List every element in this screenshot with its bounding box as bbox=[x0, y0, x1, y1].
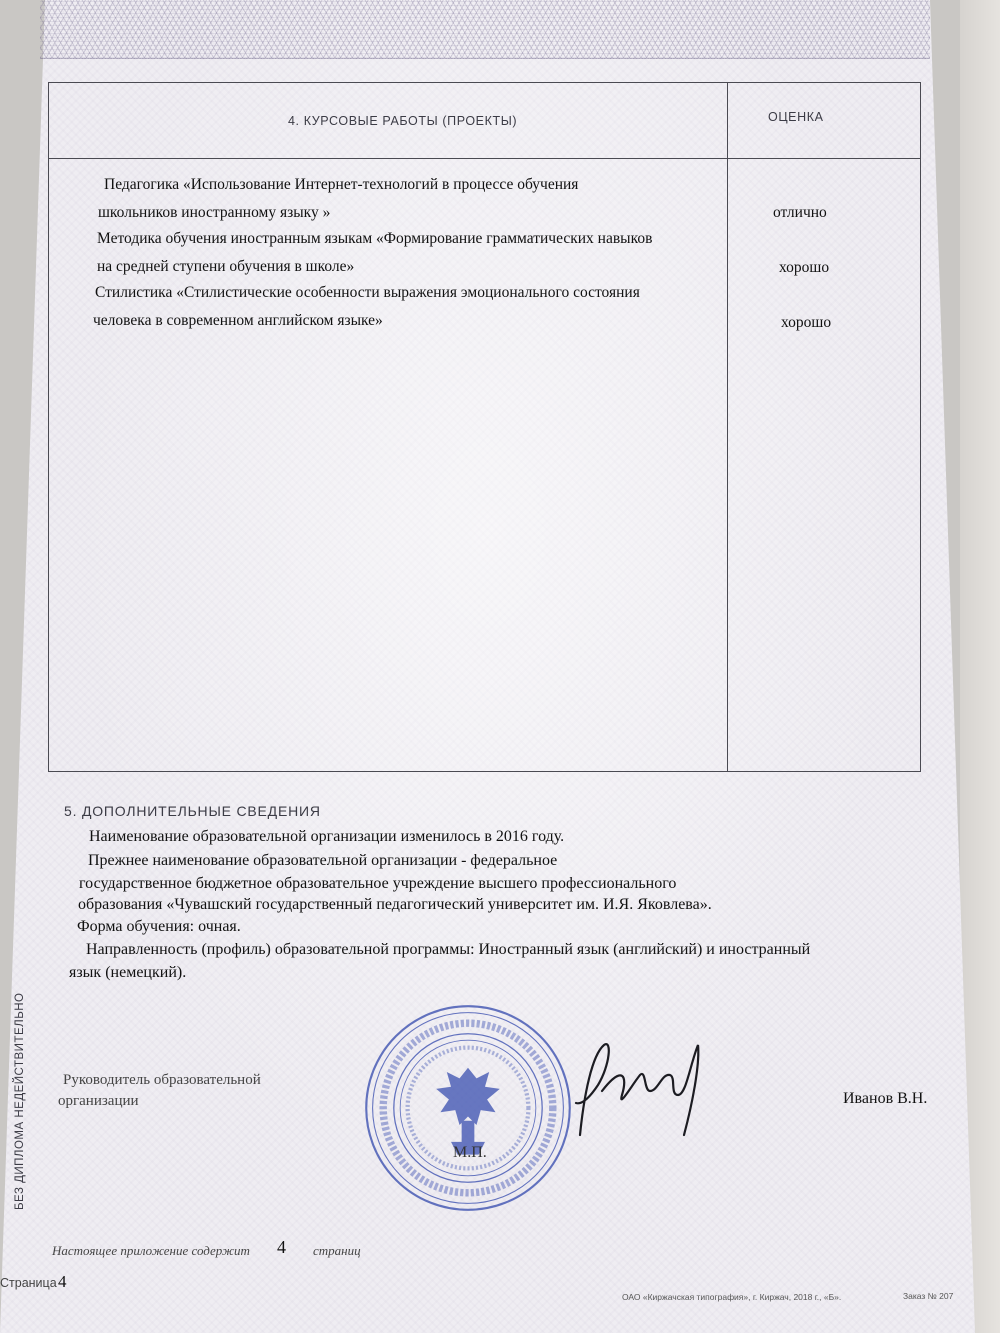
handwritten-signature bbox=[562, 1025, 722, 1150]
validity-side-note: БЕЗ ДИПЛОМА НЕДЕЙСТВИТЕЛЬНО bbox=[14, 992, 26, 1210]
seal-place-label: М.П. bbox=[453, 1144, 487, 1161]
page-count-value: 4 bbox=[277, 1237, 286, 1257]
coursework-row-2-grade: хорошо bbox=[779, 259, 830, 276]
additional-info-line: Прежнее наименование образовательной организации - федеральное bbox=[88, 852, 558, 869]
additional-info-line: государственное бюджетное образовательное учреждение высшего профессионального bbox=[79, 875, 677, 892]
signatory-role-line-1: Руководитель образовательной bbox=[63, 1072, 261, 1088]
signer-name: Иванов В.Н. bbox=[843, 1090, 928, 1107]
additional-info-line: Форма обучения: очная. bbox=[77, 918, 241, 935]
coursework-row-1-line-1: Педагогика «Использование Интернет-технологий в процессе обучения bbox=[104, 176, 579, 193]
table-column-divider bbox=[727, 82, 728, 772]
coursework-row-1-grade: отлично bbox=[773, 204, 827, 221]
coursework-row-3-line-1: Стилистика «Стилистические особенности выражения эмоционального состояния bbox=[95, 284, 640, 301]
official-seal-stamp bbox=[362, 1002, 574, 1214]
coursework-row-1-line-2: школьников иностранному языку » bbox=[98, 204, 331, 221]
table-header-grade: ОЦЕНКА bbox=[768, 110, 824, 124]
guilloche-border bbox=[40, 0, 930, 59]
order-number: Заказ № 207 bbox=[903, 1291, 954, 1301]
additional-info-title: 5. ДОПОЛНИТЕЛЬНЫЕ СВЕДЕНИЯ bbox=[64, 803, 321, 819]
table-header-divider bbox=[48, 158, 921, 159]
page-number: 4 bbox=[58, 1272, 67, 1291]
signatory-role-line-2: организации bbox=[58, 1093, 139, 1109]
additional-info-line: язык (немецкий). bbox=[69, 964, 187, 981]
additional-info-line: Наименование образовательной организации изменилось в 2016 году. bbox=[89, 828, 565, 845]
table-header-coursework: 4. КУРСОВЫЕ РАБОТЫ (ПРОЕКТЫ) bbox=[288, 114, 518, 128]
additional-info-line: образования «Чувашский государственный педагогический университет им. И.Я. Яковлева». bbox=[78, 896, 712, 913]
coursework-row-3-line-2: человека в современном английском языке» bbox=[93, 312, 383, 329]
coursework-row-2-line-1: Методика обучения иностранным языкам «Формирование грамматических навыков bbox=[97, 230, 653, 247]
coursework-row-3-grade: хорошо bbox=[781, 314, 832, 331]
printer-imprint: ОАО «Киржачская типография», г. Киржач, 2018 г., «Б». bbox=[622, 1292, 842, 1302]
additional-info-line: Направленность (профиль) образовательной программы: Иностранный язык (английский) и иностранный bbox=[86, 941, 811, 958]
coursework-row-2-line-2: на средней ступени обучения в школе» bbox=[97, 258, 355, 275]
page-label: Страница bbox=[0, 1276, 57, 1290]
page-count-prefix: Настоящее приложение содержит bbox=[52, 1243, 250, 1258]
page-count-suffix: страниц bbox=[313, 1243, 361, 1258]
